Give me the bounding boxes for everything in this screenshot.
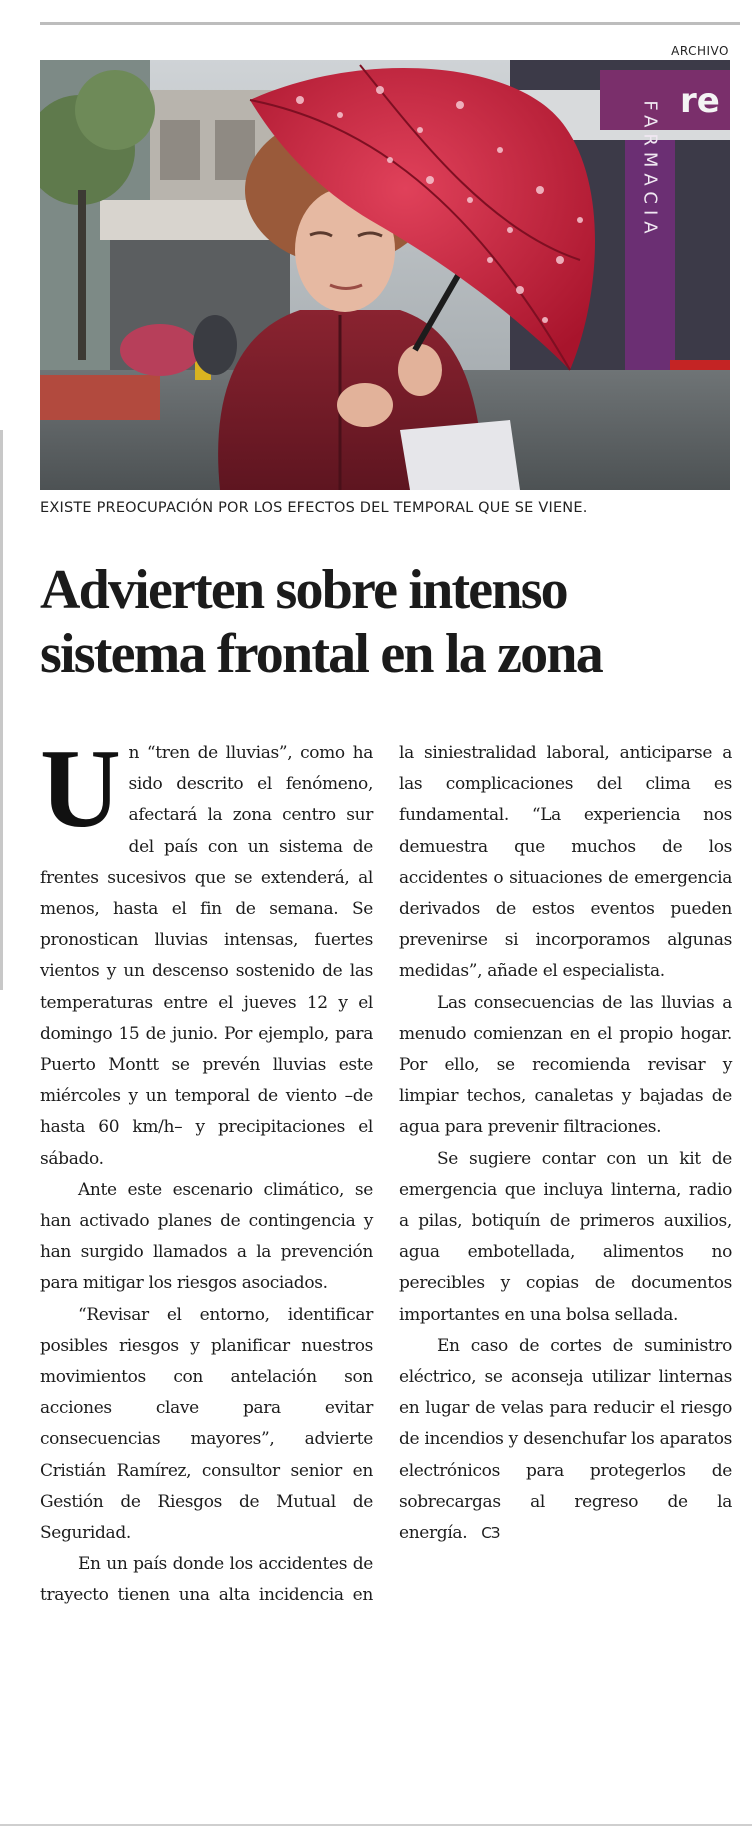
photo-caption: EXISTE PREOCUPACIÓN POR LOS EFECTOS DEL TEMPORAL QUE SE VIENE. bbox=[40, 500, 588, 516]
article-paragraph: Se sugiere contar con un kit de emergencia que incluya linterna, radio a pilas, botiquín de primeros auxilios, agua embotellada, alimentos no perecibles y copias de documentos importantes en una bolsa sellada. bbox=[399, 1148, 732, 1325]
pharmacy-sign: FARMACIA bbox=[639, 100, 661, 240]
article-photo bbox=[40, 60, 730, 490]
paragraph-text: En caso de cortes de suministro eléctrico, se aconseja utilizar linternas en lugar de velas para reducir el riesgo de incendios y desenchufar los aparatos electrónicos para protegerlos de sobrecargas al regreso de la energía. bbox=[399, 1335, 732, 1544]
article-paragraph: Ante este escenario climático, se han activado planes de contingencia y han surgido llamados a la prevención para mitigar los riesgos asociados. bbox=[40, 1179, 373, 1294]
photo-credit: ARCHIVO bbox=[671, 44, 729, 58]
paragraph-text: n “tren de lluvias”, como ha sido descrito el fenómeno, afectará la zona centro sur del país con un sistema de frentes sucesivos que se extenderá, al menos, hasta el fin de semana. Se pronostican lluvias intensas, fuertes vientos y un descenso sostenido de las temperaturas entre el jueves 12 y el domingo 15 de junio. Por ejemplo, para Puerto Montt se prevén lluvias este miércoles y un temporal de viento –de hasta 60 km/h– y precipitaciones el sábado. bbox=[40, 743, 373, 1169]
article-paragraph bbox=[40, 727, 373, 1175]
top-rule bbox=[40, 22, 740, 25]
article-paragraph bbox=[399, 1331, 732, 1549]
end-mark-icon: CЗ bbox=[481, 1524, 500, 1543]
store-sign-top: re bbox=[680, 81, 720, 121]
article-paragraph: En un país donde los accidentes de trayecto tienen una alta incidencia en la siniestralidad laboral, anticiparse a las complicaciones del clima es fundamental. “La experiencia nos demuestra que muchos de los accidentes o situaciones de emergencia derivados de estos eventos pueden prevenirse si incorporamos algunas medidas”, añade el especialista. bbox=[40, 743, 732, 1606]
bottom-rule bbox=[0, 1824, 752, 1826]
article-paragraph: “Revisar el entorno, identificar posibles riesgos y planificar nuestros movimientos con antelación son acciones clave para evitar consecuencias mayores”, advierte Cristián Ramírez, consultor senior en Gestión de Riesgos de Mutual de Seguridad. bbox=[40, 1304, 373, 1544]
article-paragraph: Las consecuencias de las lluvias a menudo comienzan en el propio hogar. Por ello, se recomienda revisar y limpiar techos, canaletas y bajadas de agua para prevenir filtraciones. bbox=[399, 992, 732, 1138]
drop-cap: U bbox=[40, 727, 121, 851]
article-headline: Advierten sobre intenso sistema frontal en la zona bbox=[40, 559, 602, 685]
left-margin-rule bbox=[0, 430, 3, 990]
article-body bbox=[40, 727, 732, 1612]
